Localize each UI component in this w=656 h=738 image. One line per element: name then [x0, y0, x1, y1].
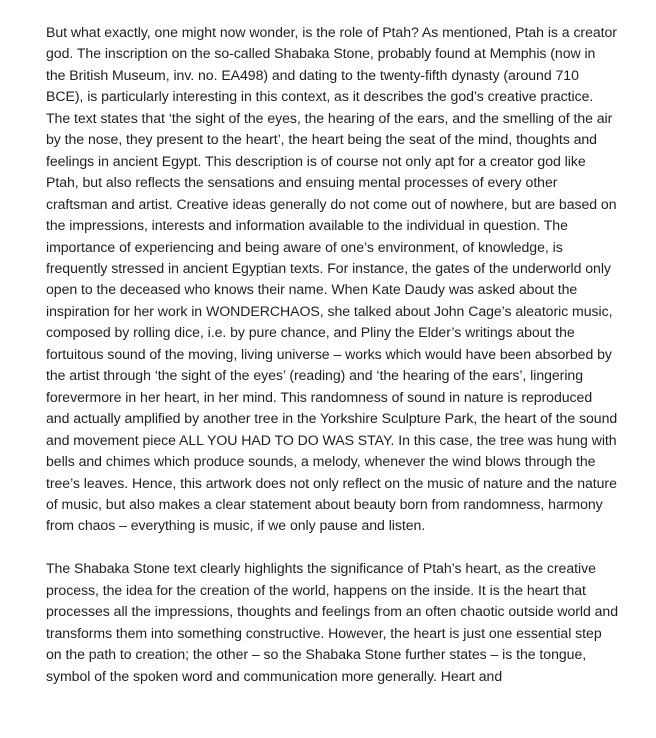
- article-body: [46, 22, 618, 687]
- paragraph-ptah-creative-role: But what exactly, one might now wonder, is the role of Ptah? As mentioned, Ptah is a creator god. The inscription on the so-called Shabaka Stone, probably found at Memphis (now in the British Museum, inv. no. EA498) and dating to the twenty-fifth dynasty (around 710 BCE), is particularly interesting in this context, as it describes the god’s creative practice. The text states that ‘the sight of the eyes, the hearing of the ears, and the smelling of the air by the nose, they present to the heart’, the heart being the seat of the mind, thoughts and feelings in ancient Egypt. This description is of course not only apt for a creator god like Ptah, but also reflects the sensations and ensuing mental processes of every other craftsman and artist. Creative ideas generally do not come out of nowhere, but are based on the impressions, interests and information available to the individual in question. The importance of experiencing and being aware of one’s environment, of knowledge, is frequently stressed in ancient Egyptian texts. For instance, the gates of the underworld only open to the deceased who knows their name. When Kate Daudy was asked about the inspiration for her work in WONDERCHAOS, she talked about John Cage’s aleatoric music, composed by rolling dice, i.e. by pure chance, and Pliny the Elder’s writings about the fortuitous sound of the moving, living universe – works which would have been absorbed by the artist through ‘the sight of the eyes’ (reading) and ‘the hearing of the ears’, lingering forevermore in her heart, in her mind. This randomness of sound in nature is reproduced and actually amplified by another tree in the Yorkshire Sculpture Park, the heart of the sound and movement piece ALL YOU HAD TO DO WAS STAY. In this case, the tree was hung with bells and chimes which produce sounds, a melody, whenever the wind blows through the tree’s leaves. Hence, this artwork does not only reflect on the music of nature and the nature of music, but also makes a clear statement about beauty born from randomness, harmony from chaos – everything is music, if we only pause and listen.: [46, 24, 618, 534]
- paragraph-heart-and-tongue: The Shabaka Stone text clearly highlights the significance of Ptah’s heart, as the creative process, the idea for the creation of the world, happens on the inside. It is the heart that processes all the impressions, thoughts and feelings from an often chaotic outside world and transforms them into something constructive. However, the heart is just one essential step on the path to creation; the other – so the Shabaka Stone further states – is the tongue, symbol of the spoken word and communication more generally. Heart and: [46, 560, 619, 684]
